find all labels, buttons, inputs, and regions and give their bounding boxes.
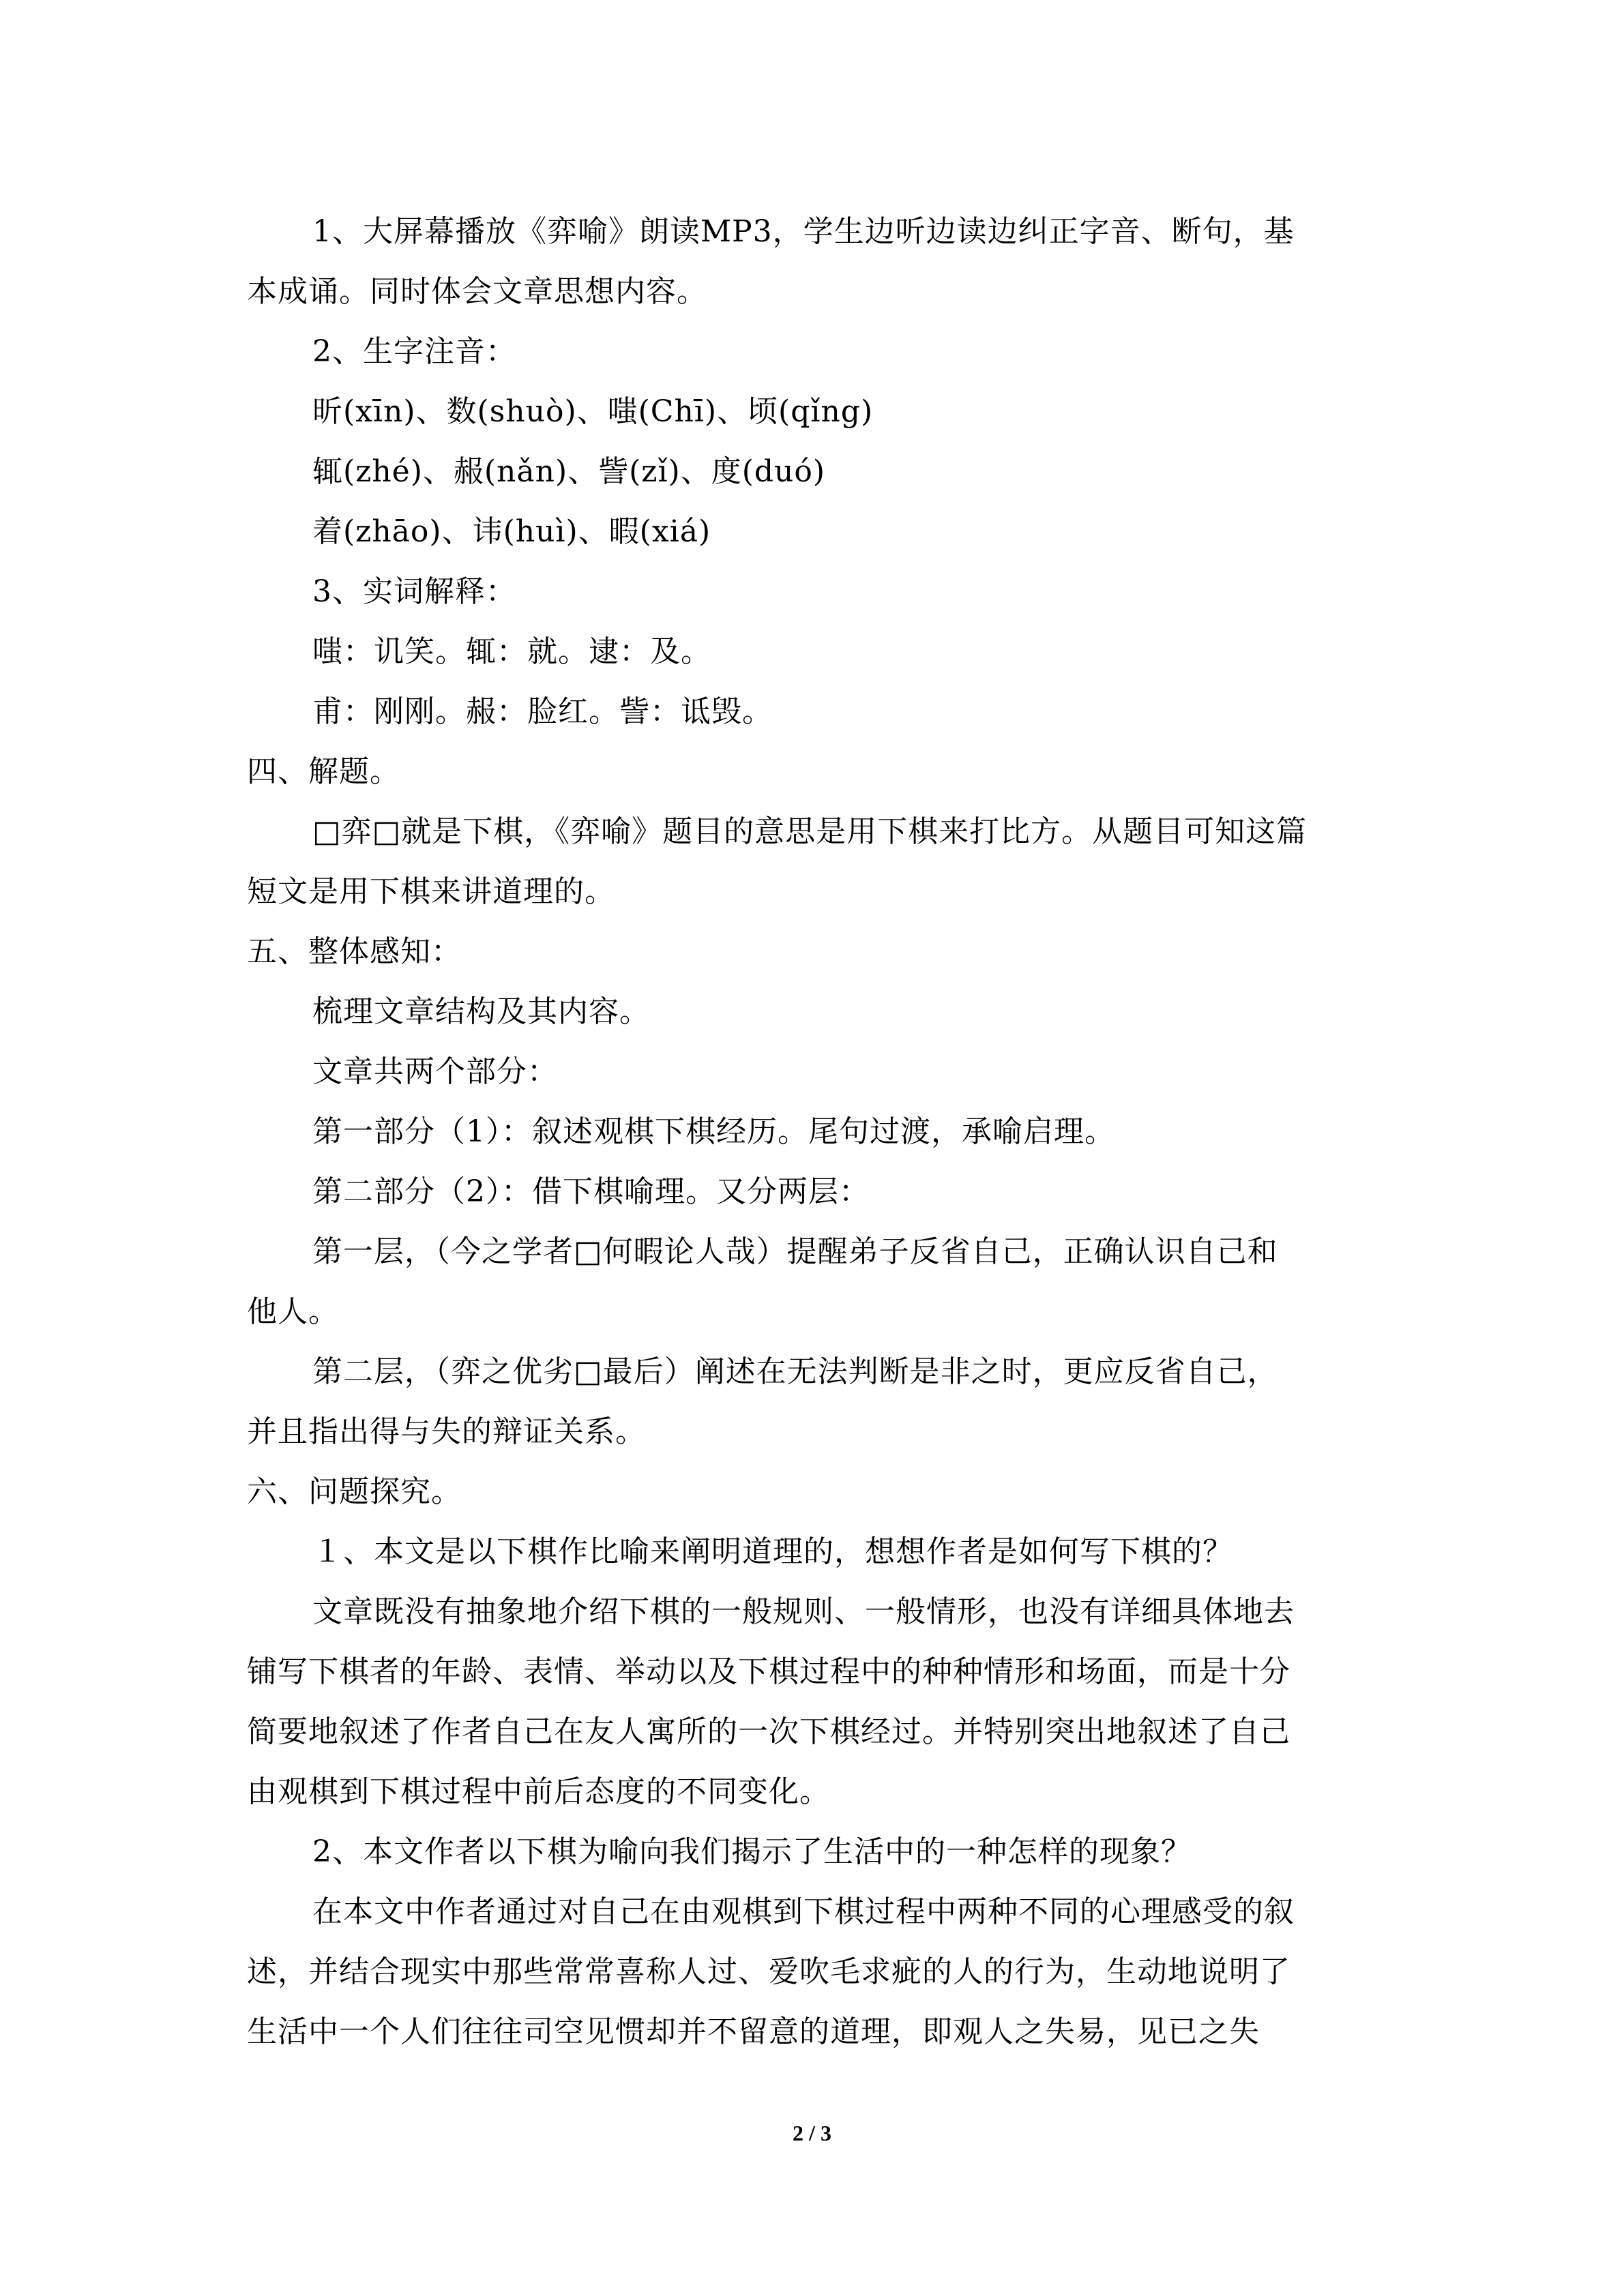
text-line: 嗤：讥笑。辄：就。逮：及。: [312, 634, 711, 669]
text-line: 3、实词解释：: [312, 574, 516, 609]
text-line: 铺写下棋者的年龄、表情、举动以及下棋过程中的种种情形和场面，而是十分: [247, 1654, 1290, 1689]
body-text: [247, 202, 1379, 2062]
text-line: 2、本文作者以下棋为喻向我们揭示了生活中的一种怎样的现象？: [312, 1834, 1192, 1869]
text-line: □弈□就是下棋，《弈喻》题目的意思是用下棋来打比方。从题目可知这篇: [312, 814, 1308, 849]
section-heading: 五、整体感知：: [247, 934, 462, 969]
text-line: 他人。: [247, 1294, 339, 1329]
text-line: 甫：刚刚。赧：脸红。訾：诋毁。: [312, 694, 773, 729]
text-line: 并且指出得与失的辩证关系。: [247, 1414, 646, 1449]
text-line: 昕(xīn)、数(shuò)、嗤(Chī)、顷(qǐng): [312, 394, 874, 429]
text-line: 第一部分（1）：叙述观棋下棋经历。尾句过渡，承喻启理。: [312, 1114, 1115, 1149]
text-line: 本成诵。同时体会文章思想内容。: [247, 274, 707, 309]
text-line: 文章共两个部分：: [312, 1054, 558, 1089]
text-line: 第一层，（今之学者□何暇论人哉）提醒弟子反省自己，正确认识自己和: [312, 1234, 1278, 1269]
text-line: 第二部分（2）：借下棋喻理。又分两层：: [312, 1174, 870, 1209]
text-line: 生活中一个人们往往司空见惯却并不留意的道理，即观人之失易，见已之失: [247, 2014, 1260, 2049]
text-line: 第二层，（弈之优劣□最后）阐述在无法判断是非之时，更应反省自己，: [312, 1354, 1278, 1389]
text-line: 简要地叙述了作者自己在友人寓所的一次下棋经过。并特别突出地叙述了自己: [247, 1714, 1290, 1749]
text-line: 1、大屏幕播放《弈喻》朗读MP3，学生边听边读边纠正字音、断句，基: [312, 214, 1295, 249]
text-line: 由观棋到下棋过程中前后态度的不同变化。: [247, 1774, 830, 1809]
text-line: 梳理文章结构及其内容。: [312, 994, 650, 1029]
text-line: 2、生字注音：: [312, 334, 516, 369]
section-heading: 四、解题。: [247, 754, 400, 789]
section-heading: 六、问题探究。: [247, 1474, 462, 1509]
page-number: 2 / 3: [793, 2121, 831, 2145]
text-line: 着(zhāo)、讳(huì)、暇(xiá): [312, 514, 711, 549]
text-line: １、本文是以下棋作比喻来阐明道理的，想想作者是如何写下棋的？: [312, 1534, 1233, 1569]
text-line: 文章既没有抽象地介绍下棋的一般规则、一般情形，也没有详细具体地去: [312, 1594, 1295, 1629]
text-line: 在本文中作者通过对自己在由观棋到下棋过程中两种不同的心理感受的叙: [312, 1894, 1295, 1929]
text-line: 述，并结合现实中那些常常喜称人过、爱吹毛求疵的人的行为，生动地说明了: [247, 1954, 1290, 1989]
text-line: 辄(zhé)、赧(nǎn)、訾(zǐ)、度(duó): [312, 454, 826, 489]
text-line: 短文是用下棋来讲道理的。: [247, 874, 615, 909]
